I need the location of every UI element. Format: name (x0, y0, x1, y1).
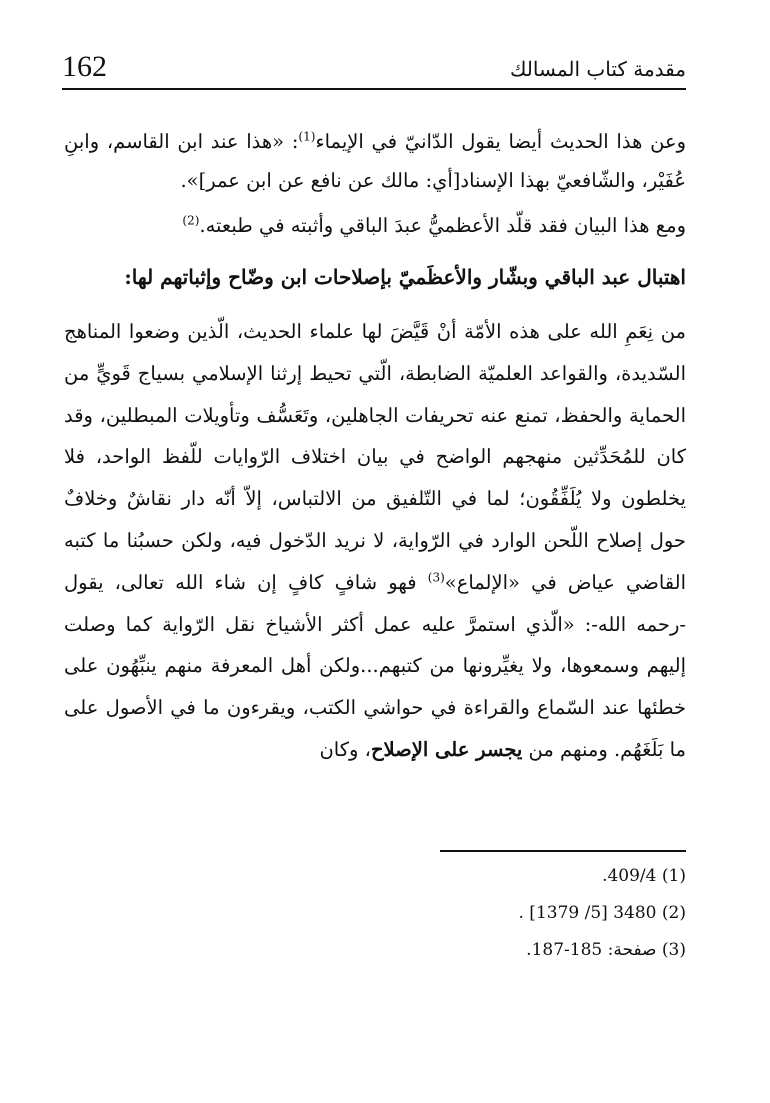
footnotes (400, 858, 686, 969)
paragraph-text: من نِعَمِ الله على هذه الأمّة أنْ قَيَّضَ لها علماء الحديث، الّذين وضعوا المناهج السّديدة، والقواعد العلميّة الضابطة، الّتي تحيط إرثنا الإسلامي بسياج قَويٍّ من الحماية والحفظ، تمنع عنه تحريفات الجاهلين، وتَعَسُّف وتأويلات المبطلين، وقد كان للمُحَدِّثين منهجهم الواضح في بيان اختلاف الرّوايات للّفظ الواحد، فلا يخلطون ولا يُلَفِّقُون؛ لما في التّلفيق من الالتباس، إلاّ أنّه دار نقاشٌ وخلافٌ حول إصلاح اللّحن الوارد في الرّواية، لا نريد الدّخول فيه، ولكن حسبُنا ما كتبه القاضي عياض في «الإلماع» (64, 320, 686, 594)
footnote-3: (3) صفحة: 185-187. (526, 940, 686, 960)
running-title: مقدمة كتاب المسالك (509, 57, 686, 81)
footnote-ref-1: (1) (298, 129, 316, 144)
paragraph-text: وعن هذا الحديث أيضا يقول الدّانيّ في الإيماء (315, 130, 686, 153)
paragraph-dani-quote (64, 122, 686, 200)
page-number: 162 (62, 50, 107, 83)
paragraph-text: ومع هذا البيان فقد قلّد الأعظميُّ عبدَ الباقي وأثبته في طبعته. (199, 214, 686, 237)
footnote-ref-2: (2) (182, 213, 200, 228)
page-body (64, 122, 686, 771)
bold-phrase: يجسر على الإصلاح (370, 737, 523, 761)
paragraph-azami (64, 206, 686, 245)
footnote-2: (2) 3480 [5/ 1379] . (518, 903, 686, 923)
footnote-1: (1) 409/4. (602, 866, 686, 886)
footnote-ref-3: (3) (427, 570, 445, 585)
footnote-divider (440, 850, 686, 852)
paragraph-main (64, 311, 686, 771)
page-header (62, 46, 686, 90)
paragraph-text: : «هذا عند ابن القاسم، وابنِ عُفَيْر، والشّافعيّ بهذا الإسناد[أي: مالك عن نافع عن ابن عمر]». (64, 130, 686, 192)
section-heading: اهتبال عبد الباقي وبشّار والأعظَميّ بإصلاحات ابن وضّاح وإثباتهم لها: (124, 265, 686, 289)
paragraph-text: فهو شافٍ كافٍ إن شاء الله تعالى، يقول -رحمه الله-: «الّذي استمرَّ عليه عمل أكثر الأشياخ نقل الرّواية كما وصلت إليهم وسمعوها، ولا يغيِّرونها من كتبهم...ولكن أهل المعرفة منهم ينبِّهُون على خطئها عند السّماع والقراءة في حواشي الكتب، ويقرءون ما في الأصول على ما بَلَغَهُم. ومنهم من (64, 570, 686, 761)
paragraph-text: ، وكان (319, 737, 371, 761)
